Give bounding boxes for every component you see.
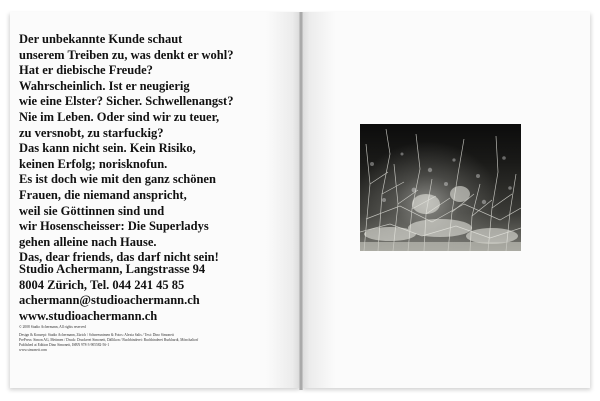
contact-phone: 8004 Zürich, Tel. 044 241 45 85	[19, 277, 185, 292]
poem-line: weil sie Göttinnen sind und	[19, 203, 165, 218]
poem-line: Wahrscheinlich. Ist er neugierig	[19, 78, 190, 93]
poem-line: wie eine Elster? Sicher. Schwellenangst?	[19, 94, 234, 109]
book-gutter	[299, 12, 303, 390]
snowy-forest-photo	[360, 124, 521, 251]
poem-line: Es ist doch wie mit den ganz schönen	[19, 172, 216, 187]
copyright-line: © 2008 Studio Achermann, All rights reserved	[19, 325, 86, 329]
contact-address: Studio Achermann, Langstrasse 94	[19, 262, 206, 276]
poem-text	[19, 32, 289, 266]
contact-email: achermann@studioachermann.ch	[19, 293, 200, 308]
poem-line: Das kann nicht sein. Kein Risiko,	[19, 141, 196, 156]
poem-line: Frauen, die niemand anspricht,	[19, 187, 187, 202]
poem-line: Hat er diebische Freude?	[19, 63, 153, 78]
contact-block	[19, 262, 289, 324]
poem-line: keinen Erfolg; norisknofun.	[19, 156, 168, 171]
credits-line: Design & Konzept: Studio Achermann, Zürich / Schneeuntmen & Fotos: Alexia Salis / Text: Dino Simonett	[19, 333, 174, 338]
poem-line: Der unbekannte Kunde schaut	[19, 32, 183, 46]
publisher-website: www.simonett.com	[19, 348, 47, 353]
publisher-line: Published at Edition Dino Simonett, ISBN 978-3-905582-56-1	[19, 343, 110, 348]
contact-website: www.studioachermann.ch	[19, 308, 158, 323]
poem-line: Das, dear friends, das darf nicht sein!	[19, 250, 219, 265]
poem-line: Nie im Leben. Oder sind wir zu teuer,	[19, 109, 220, 124]
poem-line: gehen alleine nach Hause.	[19, 234, 157, 249]
colophon	[19, 325, 283, 353]
poem-line: unserem Treiben zu, was denkt er wohl?	[19, 47, 234, 62]
poem-line: wir Hosenscheisser: Die Superladys	[19, 219, 209, 234]
poem-line: zu versnobt, zu starfuckig?	[19, 125, 164, 140]
credits-line: PrePress: Simon AG, Mettmen / Druck: Druckerei Simonett, Dällikon / Buchbinderei: Buchbinderei Burkhardt, Mönchaltorf	[19, 338, 199, 343]
